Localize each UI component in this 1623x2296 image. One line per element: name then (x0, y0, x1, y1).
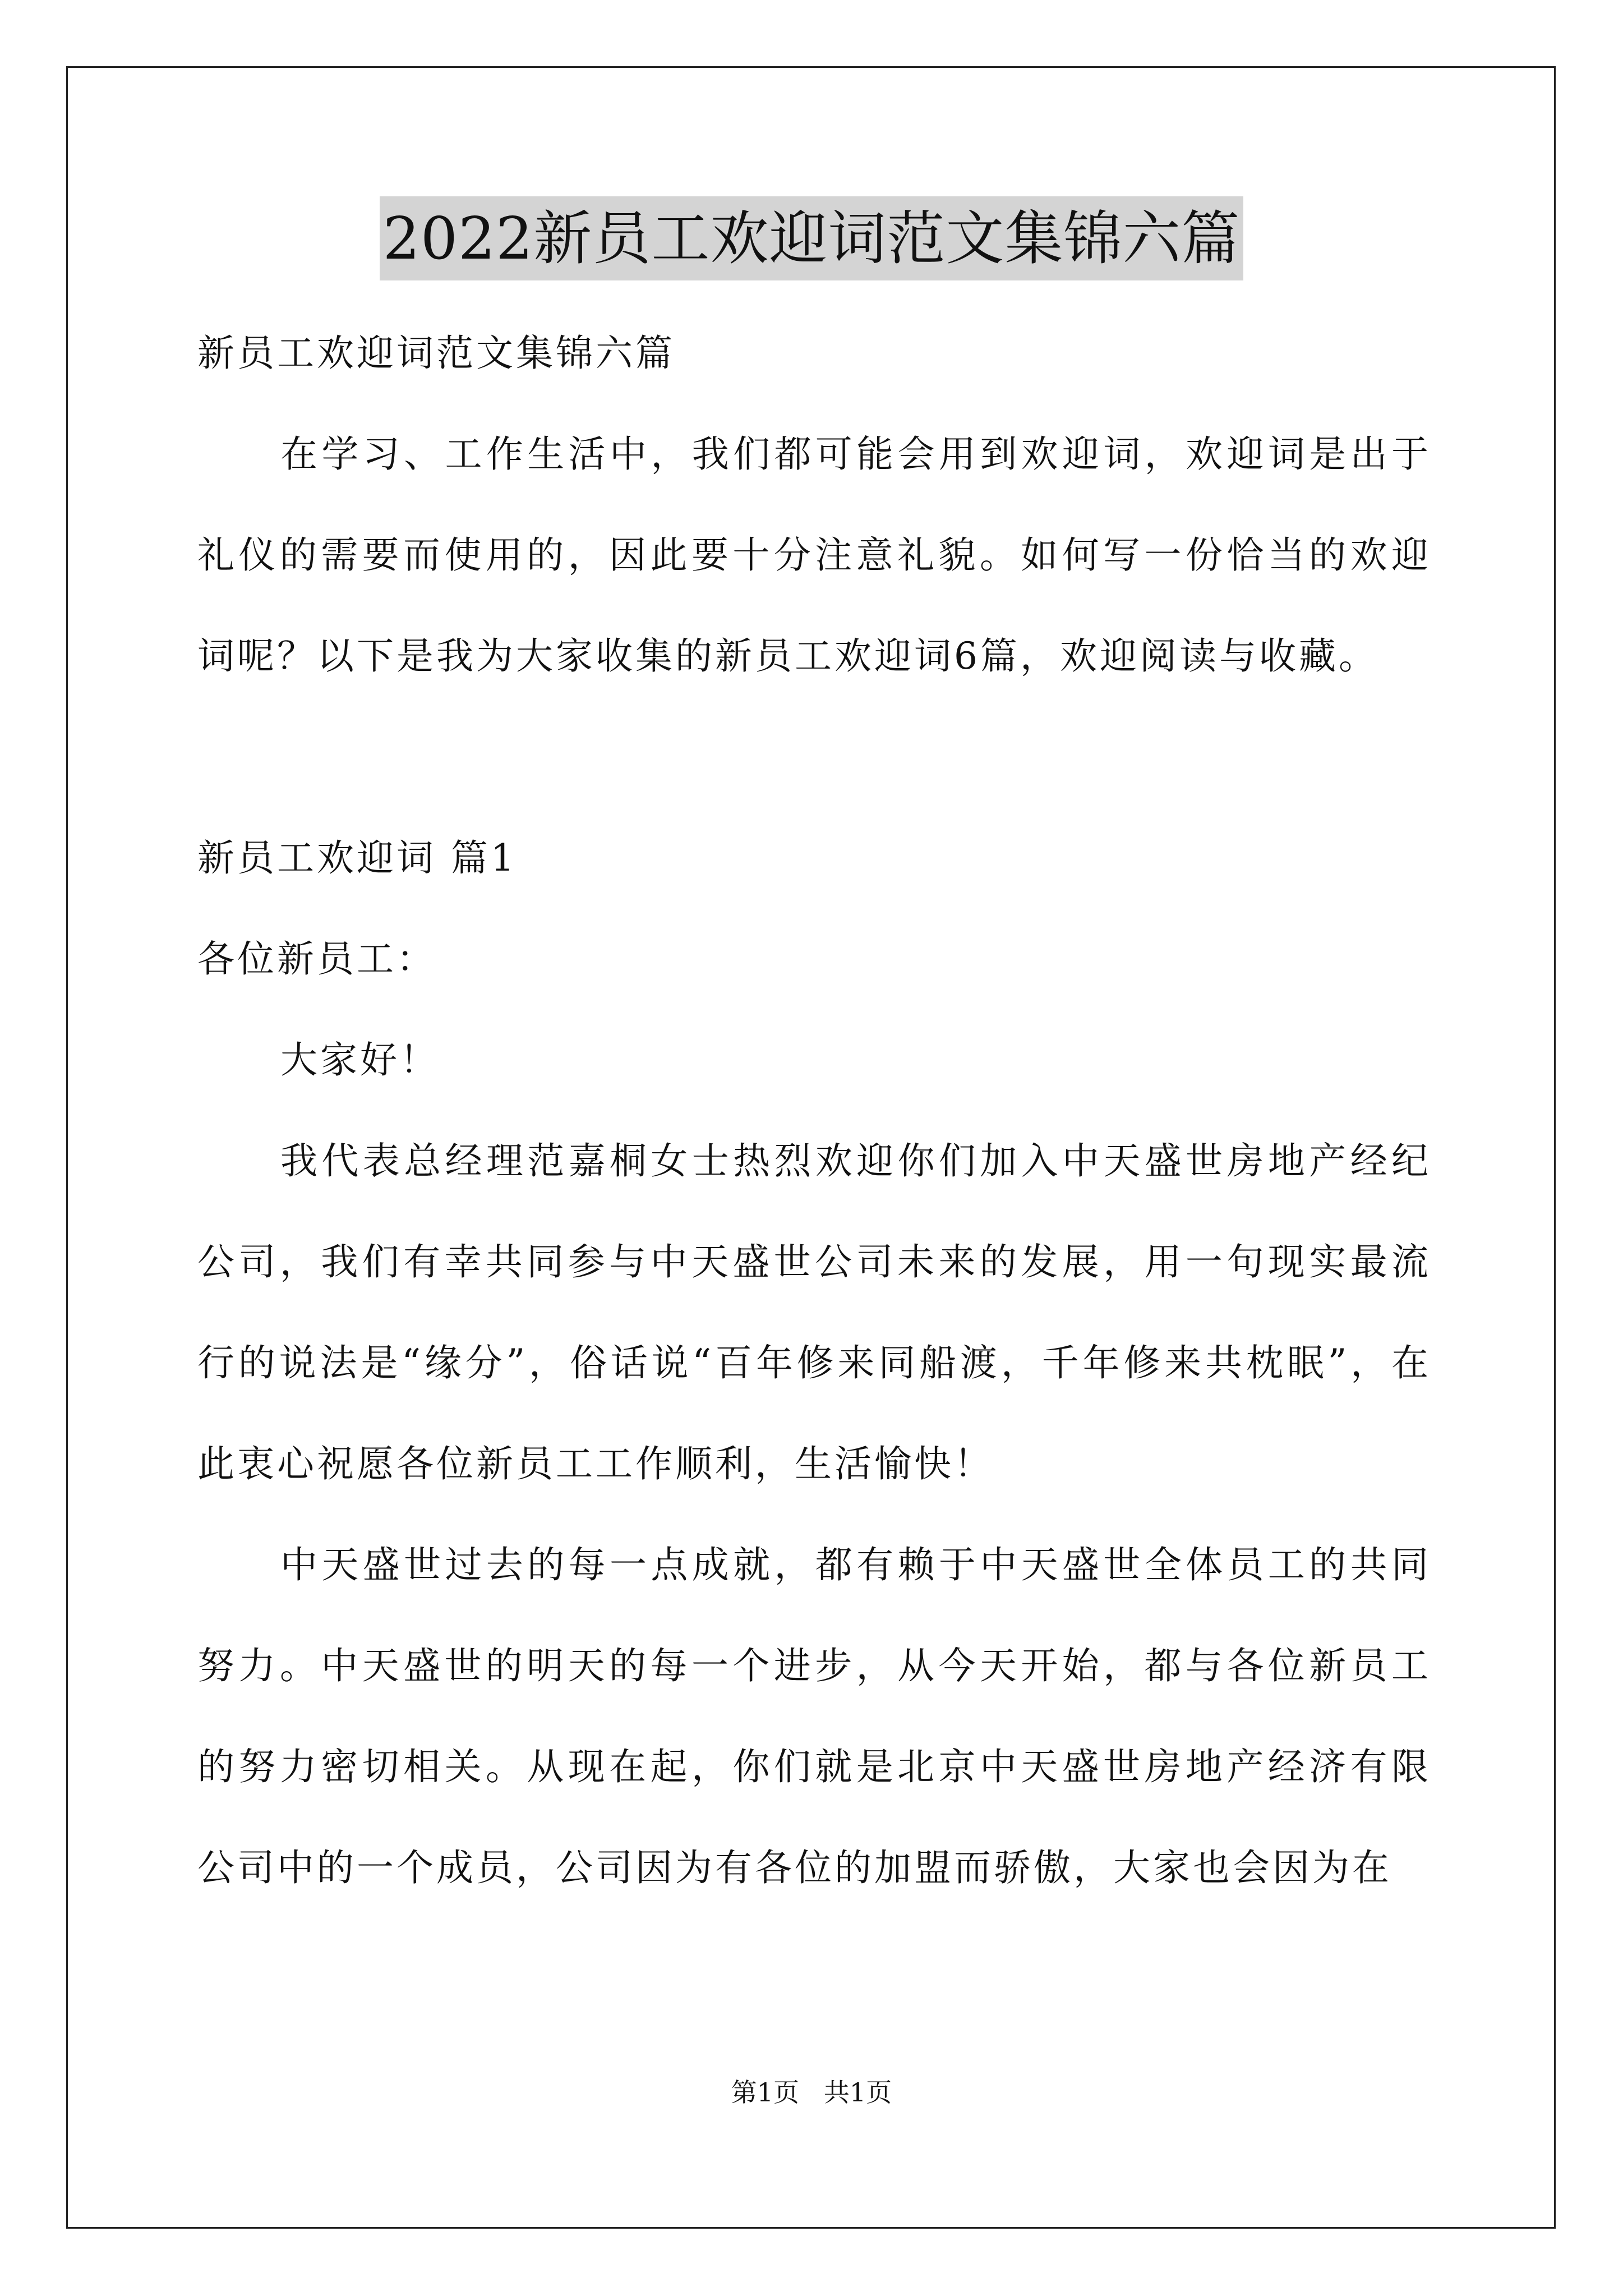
document-subtitle: 新员工欢迎词范文集锦六篇 (197, 332, 675, 375)
greeting: 大家好！ (280, 1038, 440, 1082)
page-footer: 第1页 共1页 (731, 2077, 892, 2108)
intro-paragraph: 在学习、工作生活中，我们都可能会用到欢迎词，欢迎词是出于礼仪的需要而使用的，因此要十分注意礼貌。如何写一份恰当的欢迎词呢？以下是我为大家收集的新员工欢迎词6篇，欢迎阅读与收藏。 (197, 432, 1431, 678)
body-paragraph-2: 中天盛世过去的每一点成就，都有赖于中天盛世全体员工的共同努力。中天盛世的明天的每一个进步，从今天开始，都与各位新员工的努力密切相关。从现在起，你们就是北京中天盛世房地产经济有限公司中的一个成员，公司因为有各位的加盟而骄傲，大家也会因为在 (197, 1543, 1431, 1889)
document-body (197, 303, 1431, 1918)
document-title: 2022新员工欢迎词范文集锦六篇 (380, 196, 1244, 280)
title-container (0, 196, 1623, 280)
section-heading: 新员工欢迎词 篇1 (197, 836, 517, 880)
body-paragraph-1: 我代表总经理范嘉桐女士热烈欢迎你们加入中天盛世房地产经纪公司，我们有幸共同参与中天盛世公司未来的发展，用一句现实最流行的说法是“缘分”，俗话说“百年修来同船渡，千年修来共枕眠”，在此衷心祝愿各位新员工工作顺利，生活愉快！ (197, 1139, 1431, 1485)
salutation: 各位新员工： (197, 937, 436, 981)
